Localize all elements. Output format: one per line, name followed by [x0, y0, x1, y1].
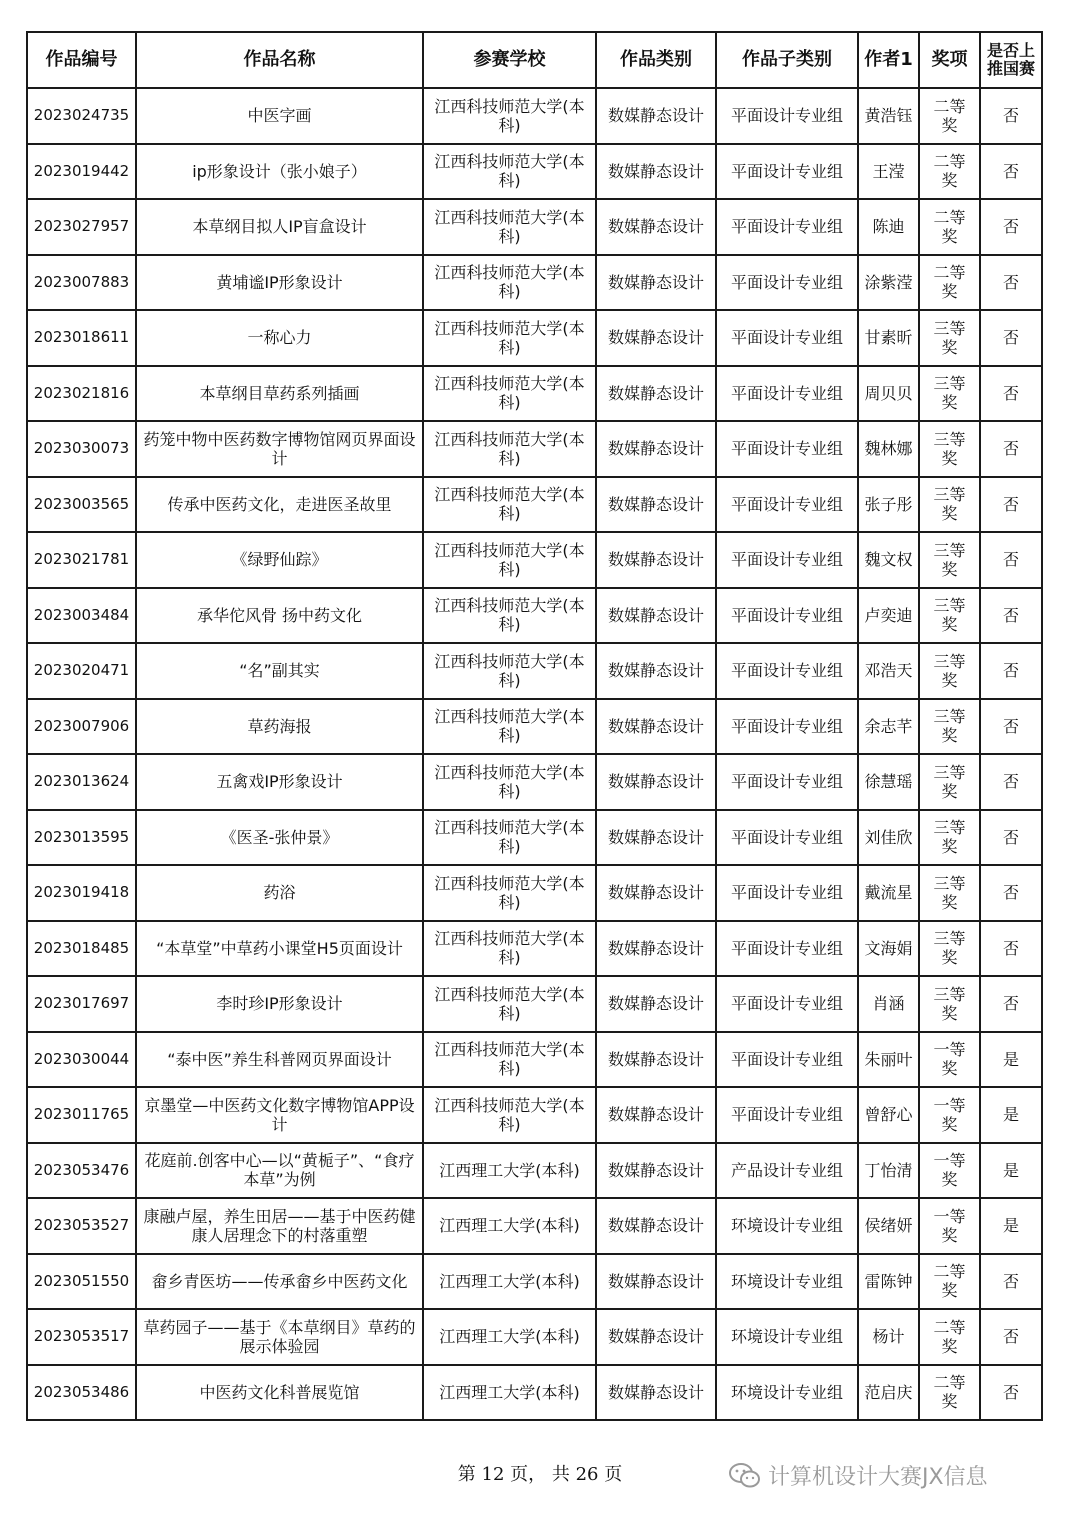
national-cell: 否	[980, 88, 1042, 144]
award-cell: 二等奖	[919, 199, 980, 255]
table-row	[27, 976, 1042, 1032]
category-cell: 数媒静态设计	[596, 310, 716, 366]
header-cell: 奖项	[919, 32, 980, 88]
author-cell: 邓浩天	[858, 643, 919, 699]
award-cell: 二等奖	[919, 88, 980, 144]
table-row	[27, 199, 1042, 255]
category-cell: 数媒静态设计	[596, 199, 716, 255]
subcategory-cell: 环境设计专业组	[716, 1198, 858, 1254]
national-cell: 否	[980, 643, 1042, 699]
award-cell: 三等奖	[919, 310, 980, 366]
table-row	[27, 810, 1042, 866]
work-id-cell: 2023011765	[27, 1087, 136, 1143]
subcategory-cell: 平面设计专业组	[716, 1032, 858, 1088]
author-cell: 曾舒心	[858, 1087, 919, 1143]
award-cell: 三等奖	[919, 921, 980, 977]
work-title-cell: 黄埔谧IP形象设计	[136, 255, 423, 311]
work-title-cell: 畲乡青医坊——传承畲乡中医药文化	[136, 1254, 423, 1310]
category-cell: 数媒静态设计	[596, 643, 716, 699]
author-cell: 侯绪妍	[858, 1198, 919, 1254]
work-id-cell: 2023003484	[27, 588, 136, 644]
work-title-cell: 承华佗风骨 扬中药文化	[136, 588, 423, 644]
header-cell: 作品名称	[136, 32, 423, 88]
wechat-icon	[728, 1462, 762, 1490]
author-cell: 戴流星	[858, 865, 919, 921]
table-row	[27, 88, 1042, 144]
award-cell: 三等奖	[919, 976, 980, 1032]
header-cell: 作品编号	[27, 32, 136, 88]
header-cell: 作品子类别	[716, 32, 858, 88]
national-cell: 是	[980, 1143, 1042, 1199]
subcategory-cell: 产品设计专业组	[716, 1143, 858, 1199]
author-cell: 徐慧瑶	[858, 754, 919, 810]
national-cell: 否	[980, 976, 1042, 1032]
award-cell: 一等奖	[919, 1198, 980, 1254]
national-cell: 否	[980, 754, 1042, 810]
category-cell: 数媒静态设计	[596, 810, 716, 866]
work-title-cell: 京墨堂—中医药文化数字博物馆APP设计	[136, 1087, 423, 1143]
table-header-row	[27, 32, 1042, 88]
work-id-cell: 2023013595	[27, 810, 136, 866]
work-id-cell: 2023007883	[27, 255, 136, 311]
work-id-cell: 2023030073	[27, 421, 136, 477]
work-id-cell: 2023013624	[27, 754, 136, 810]
work-title-cell: “名”副其实	[136, 643, 423, 699]
watermark	[728, 1460, 988, 1491]
national-cell: 否	[980, 144, 1042, 200]
table-row	[27, 643, 1042, 699]
national-cell: 否	[980, 921, 1042, 977]
author-cell: 文海娟	[858, 921, 919, 977]
author-cell: 甘素昕	[858, 310, 919, 366]
page-number: 第 12 页， 共 26 页	[457, 1464, 623, 1485]
work-title-cell: 一称心力	[136, 310, 423, 366]
national-cell: 否	[980, 366, 1042, 422]
work-title-cell: 《医圣-张仲景》	[136, 810, 423, 866]
work-title-cell: “本草堂”中草药小课堂H5页面设计	[136, 921, 423, 977]
work-id-cell: 2023018485	[27, 921, 136, 977]
work-id-cell: 2023053517	[27, 1309, 136, 1365]
work-title-cell: 草药园子——基于《本草纲目》草药的展示体验园	[136, 1309, 423, 1365]
national-cell: 否	[980, 699, 1042, 755]
award-cell: 三等奖	[919, 865, 980, 921]
work-title-cell: 药笼中物中医药数字博物馆网页界面设计	[136, 421, 423, 477]
author-cell: 雷陈钟	[858, 1254, 919, 1310]
work-title-cell: 五禽戏IP形象设计	[136, 754, 423, 810]
subcategory-cell: 平面设计专业组	[716, 310, 858, 366]
category-cell: 数媒静态设计	[596, 588, 716, 644]
subcategory-cell: 平面设计专业组	[716, 921, 858, 977]
work-title-cell: 中医药文化科普展览馆	[136, 1365, 423, 1421]
author-cell: 刘佳欣	[858, 810, 919, 866]
school-cell: 江西科技师范大学(本科)	[423, 643, 596, 699]
school-cell: 江西理工大学(本科)	[423, 1365, 596, 1421]
national-cell: 否	[980, 865, 1042, 921]
table-row	[27, 1032, 1042, 1088]
category-cell: 数媒静态设计	[596, 865, 716, 921]
award-cell: 二等奖	[919, 1365, 980, 1421]
table-row	[27, 865, 1042, 921]
subcategory-cell: 平面设计专业组	[716, 477, 858, 533]
table-row	[27, 588, 1042, 644]
award-cell: 三等奖	[919, 754, 980, 810]
school-cell: 江西理工大学(本科)	[423, 1254, 596, 1310]
category-cell: 数媒静态设计	[596, 976, 716, 1032]
work-title-cell: 李时珍IP形象设计	[136, 976, 423, 1032]
table-row	[27, 477, 1042, 533]
school-cell: 江西科技师范大学(本科)	[423, 477, 596, 533]
school-cell: 江西科技师范大学(本科)	[423, 199, 596, 255]
award-cell: 三等奖	[919, 532, 980, 588]
category-cell: 数媒静态设计	[596, 754, 716, 810]
national-cell: 否	[980, 1309, 1042, 1365]
subcategory-cell: 平面设计专业组	[716, 699, 858, 755]
award-cell: 二等奖	[919, 1254, 980, 1310]
table-row	[27, 754, 1042, 810]
author-cell: 杨计	[858, 1309, 919, 1365]
award-cell: 二等奖	[919, 255, 980, 311]
work-id-cell: 2023053527	[27, 1198, 136, 1254]
award-cell: 三等奖	[919, 643, 980, 699]
category-cell: 数媒静态设计	[596, 1143, 716, 1199]
table-row	[27, 699, 1042, 755]
award-cell: 一等奖	[919, 1143, 980, 1199]
header-cell: 参赛学校	[423, 32, 596, 88]
awards-table	[26, 31, 1043, 1421]
results-sheet	[26, 31, 1041, 1421]
school-cell: 江西科技师范大学(本科)	[423, 88, 596, 144]
award-cell: 三等奖	[919, 699, 980, 755]
author-cell: 余志芊	[858, 699, 919, 755]
school-cell: 江西科技师范大学(本科)	[423, 976, 596, 1032]
author-cell: 朱丽叶	[858, 1032, 919, 1088]
work-id-cell: 2023051550	[27, 1254, 136, 1310]
national-cell: 否	[980, 1365, 1042, 1421]
work-id-cell: 2023053476	[27, 1143, 136, 1199]
work-title-cell: 本草纲目草药系列插画	[136, 366, 423, 422]
author-cell: 魏林娜	[858, 421, 919, 477]
national-cell: 否	[980, 421, 1042, 477]
school-cell: 江西理工大学(本科)	[423, 1143, 596, 1199]
work-title-cell: 草药海报	[136, 699, 423, 755]
national-cell: 否	[980, 588, 1042, 644]
category-cell: 数媒静态设计	[596, 1365, 716, 1421]
school-cell: 江西科技师范大学(本科)	[423, 532, 596, 588]
table-row	[27, 1254, 1042, 1310]
subcategory-cell: 平面设计专业组	[716, 532, 858, 588]
school-cell: 江西科技师范大学(本科)	[423, 421, 596, 477]
table-body	[27, 88, 1042, 1420]
work-id-cell: 2023030044	[27, 1032, 136, 1088]
subcategory-cell: 平面设计专业组	[716, 1087, 858, 1143]
author-cell: 涂紫滢	[858, 255, 919, 311]
national-cell: 否	[980, 199, 1042, 255]
category-cell: 数媒静态设计	[596, 699, 716, 755]
national-cell: 否	[980, 532, 1042, 588]
work-id-cell: 2023019442	[27, 144, 136, 200]
subcategory-cell: 环境设计专业组	[716, 1254, 858, 1310]
work-id-cell: 2023007906	[27, 699, 136, 755]
author-cell: 陈迪	[858, 199, 919, 255]
national-cell: 否	[980, 477, 1042, 533]
subcategory-cell: 平面设计专业组	[716, 199, 858, 255]
award-cell: 一等奖	[919, 1032, 980, 1088]
award-cell: 三等奖	[919, 810, 980, 866]
table-row	[27, 366, 1042, 422]
subcategory-cell: 平面设计专业组	[716, 255, 858, 311]
category-cell: 数媒静态设计	[596, 88, 716, 144]
author-cell: 肖涵	[858, 976, 919, 1032]
national-cell: 是	[980, 1032, 1042, 1088]
category-cell: 数媒静态设计	[596, 255, 716, 311]
watermark-text: 计算机设计大赛JX信息	[768, 1465, 988, 1490]
national-cell: 否	[980, 1254, 1042, 1310]
work-id-cell: 2023027957	[27, 199, 136, 255]
work-id-cell: 2023021781	[27, 532, 136, 588]
award-cell: 三等奖	[919, 421, 980, 477]
award-cell: 三等奖	[919, 366, 980, 422]
table-row	[27, 921, 1042, 977]
subcategory-cell: 平面设计专业组	[716, 88, 858, 144]
table-row	[27, 255, 1042, 311]
work-title-cell: 传承中医药文化，走进医圣故里	[136, 477, 423, 533]
school-cell: 江西科技师范大学(本科)	[423, 810, 596, 866]
work-id-cell: 2023003565	[27, 477, 136, 533]
school-cell: 江西科技师范大学(本科)	[423, 699, 596, 755]
school-cell: 江西科技师范大学(本科)	[423, 1087, 596, 1143]
table-row	[27, 1198, 1042, 1254]
school-cell: 江西科技师范大学(本科)	[423, 366, 596, 422]
author-cell: 魏文权	[858, 532, 919, 588]
subcategory-cell: 平面设计专业组	[716, 754, 858, 810]
work-title-cell: 中医字画	[136, 88, 423, 144]
header-cell: 是否上推国赛	[980, 32, 1042, 88]
award-cell: 三等奖	[919, 588, 980, 644]
work-title-cell: 花庭前.创客中心—以“黄栀子”、“食疗本草”为例	[136, 1143, 423, 1199]
category-cell: 数媒静态设计	[596, 1087, 716, 1143]
work-id-cell: 2023019418	[27, 865, 136, 921]
work-id-cell: 2023021816	[27, 366, 136, 422]
work-id-cell: 2023020471	[27, 643, 136, 699]
category-cell: 数媒静态设计	[596, 921, 716, 977]
category-cell: 数媒静态设计	[596, 366, 716, 422]
national-cell: 是	[980, 1087, 1042, 1143]
category-cell: 数媒静态设计	[596, 1198, 716, 1254]
category-cell: 数媒静态设计	[596, 144, 716, 200]
award-cell: 一等奖	[919, 1087, 980, 1143]
school-cell: 江西科技师范大学(本科)	[423, 255, 596, 311]
table-row	[27, 1143, 1042, 1199]
header-cell: 作品类别	[596, 32, 716, 88]
school-cell: 江西科技师范大学(本科)	[423, 754, 596, 810]
national-cell: 否	[980, 310, 1042, 366]
table-row	[27, 532, 1042, 588]
category-cell: 数媒静态设计	[596, 1032, 716, 1088]
author-cell: 卢奕迪	[858, 588, 919, 644]
work-title-cell: 《绿野仙踪》	[136, 532, 423, 588]
subcategory-cell: 环境设计专业组	[716, 1309, 858, 1365]
category-cell: 数媒静态设计	[596, 1309, 716, 1365]
award-cell: 三等奖	[919, 477, 980, 533]
school-cell: 江西科技师范大学(本科)	[423, 588, 596, 644]
table-row	[27, 1365, 1042, 1421]
subcategory-cell: 平面设计专业组	[716, 588, 858, 644]
category-cell: 数媒静态设计	[596, 532, 716, 588]
table-row	[27, 1087, 1042, 1143]
school-cell: 江西科技师范大学(本科)	[423, 865, 596, 921]
subcategory-cell: 平面设计专业组	[716, 865, 858, 921]
subcategory-cell: 环境设计专业组	[716, 1365, 858, 1421]
work-title-cell: ip形象设计（张小娘子）	[136, 144, 423, 200]
award-cell: 二等奖	[919, 1309, 980, 1365]
school-cell: 江西科技师范大学(本科)	[423, 144, 596, 200]
work-id-cell: 2023018611	[27, 310, 136, 366]
subcategory-cell: 平面设计专业组	[716, 144, 858, 200]
award-cell: 二等奖	[919, 144, 980, 200]
table-row	[27, 421, 1042, 477]
author-cell: 范启庆	[858, 1365, 919, 1421]
author-cell: 王滢	[858, 144, 919, 200]
subcategory-cell: 平面设计专业组	[716, 421, 858, 477]
work-id-cell: 2023053486	[27, 1365, 136, 1421]
table-row	[27, 144, 1042, 200]
school-cell: 江西理工大学(本科)	[423, 1198, 596, 1254]
school-cell: 江西科技师范大学(本科)	[423, 921, 596, 977]
national-cell: 否	[980, 810, 1042, 866]
national-cell: 否	[980, 255, 1042, 311]
subcategory-cell: 平面设计专业组	[716, 643, 858, 699]
header-cell: 作者1	[858, 32, 919, 88]
work-title-cell: “泰中医”养生科普网页界面设计	[136, 1032, 423, 1088]
author-cell: 张子彤	[858, 477, 919, 533]
author-cell: 黄浩钰	[858, 88, 919, 144]
national-cell: 是	[980, 1198, 1042, 1254]
category-cell: 数媒静态设计	[596, 477, 716, 533]
subcategory-cell: 平面设计专业组	[716, 976, 858, 1032]
category-cell: 数媒静态设计	[596, 421, 716, 477]
author-cell: 丁怡清	[858, 1143, 919, 1199]
work-title-cell: 本草纲目拟人IP盲盒设计	[136, 199, 423, 255]
work-title-cell: 康融卢屋，养生田居——基于中医药健康人居理念下的村落重塑	[136, 1198, 423, 1254]
table-row	[27, 310, 1042, 366]
author-cell: 周贝贝	[858, 366, 919, 422]
table-row	[27, 1309, 1042, 1365]
school-cell: 江西科技师范大学(本科)	[423, 310, 596, 366]
work-title-cell: 药浴	[136, 865, 423, 921]
work-id-cell: 2023017697	[27, 976, 136, 1032]
school-cell: 江西科技师范大学(本科)	[423, 1032, 596, 1088]
subcategory-cell: 平面设计专业组	[716, 366, 858, 422]
work-id-cell: 2023024735	[27, 88, 136, 144]
school-cell: 江西理工大学(本科)	[423, 1309, 596, 1365]
subcategory-cell: 平面设计专业组	[716, 810, 858, 866]
category-cell: 数媒静态设计	[596, 1254, 716, 1310]
